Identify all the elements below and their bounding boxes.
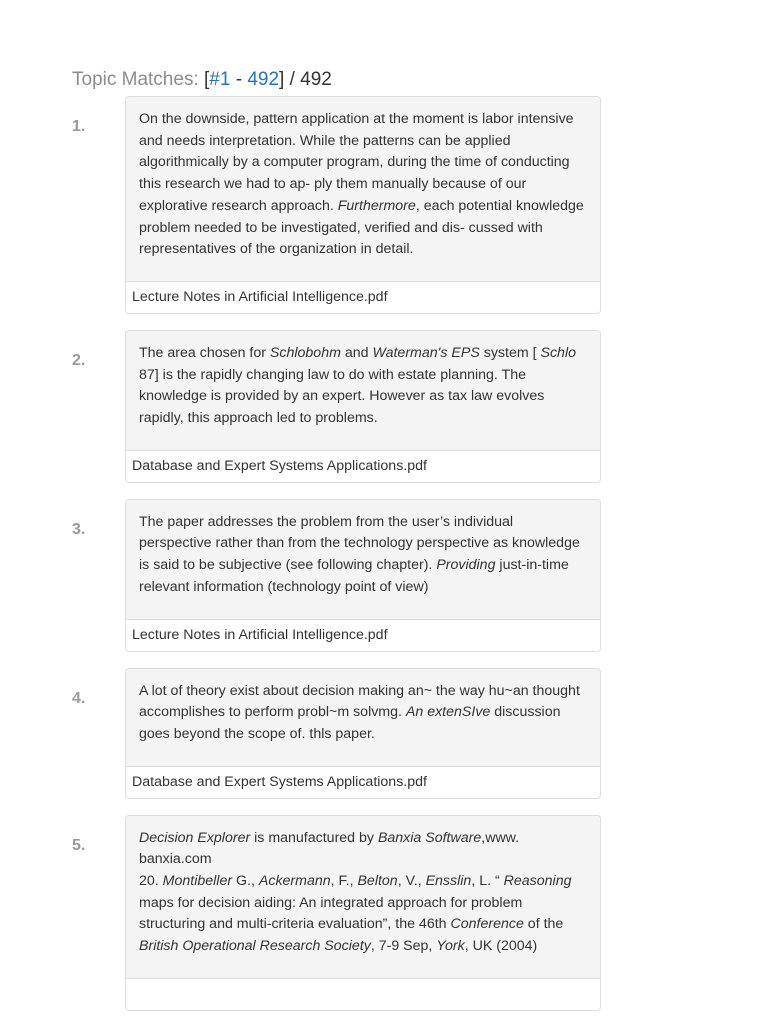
snippet-text: discussion goes beyond the scope of. thls paper. <box>139 704 561 742</box>
snippet-text: just-in-time relevant information (technology point of view) <box>139 557 569 595</box>
snippet-text: system [ <box>479 344 541 361</box>
result-source-file[interactable]: Lecture Notes in Artificial Intelligence.pdf <box>126 619 600 651</box>
result-card[interactable] <box>125 96 601 314</box>
snippet-text: G., <box>232 873 259 890</box>
range-end-link[interactable]: 492 <box>247 69 280 90</box>
snippet-text: , 7-9 Sep, <box>370 938 437 955</box>
snippet-text: is manufactured by <box>250 829 378 846</box>
snippet-text: A lot of theory exist about decision making an~ the way hu~an thought accomplishes to perform probl~m solvmg. <box>139 682 580 721</box>
snippet-text: , F., <box>330 873 358 890</box>
result-item <box>72 668 600 799</box>
result-number: 4. <box>72 689 86 707</box>
result-snippet <box>126 97 600 281</box>
snippet-text: maps for decision aiding: An integrated approach for problem structuring and multi-criteria evaluation”, the 46th <box>139 894 523 933</box>
snippet-emphasis: Conference <box>450 916 524 933</box>
results-list <box>72 96 600 1027</box>
snippet-emphasis: Schlo <box>540 344 576 361</box>
snippet-text: , V., <box>397 873 426 890</box>
snippet-text: of the <box>523 916 564 933</box>
result-item <box>72 815 600 1011</box>
result-item <box>72 96 600 314</box>
result-card[interactable] <box>125 668 601 799</box>
result-source-file[interactable] <box>126 978 600 1010</box>
result-card[interactable] <box>125 330 601 483</box>
snippet-emphasis: York <box>436 938 465 955</box>
snippet-emphasis: Providing <box>436 557 496 574</box>
result-snippet <box>126 669 600 766</box>
snippet-text: , L. “ <box>471 873 504 890</box>
result-card[interactable] <box>125 815 601 1011</box>
result-snippet <box>126 816 600 978</box>
snippet-emphasis: Ensslin <box>425 873 472 890</box>
total-count: ] / 492 <box>279 69 332 90</box>
snippet-emphasis: Schlobohm <box>269 344 341 361</box>
snippet-text: (2004) <box>492 938 538 955</box>
snippet-text: The paper addresses the problem from the user’s individual perspective rather than from the technology perspective as knowledge is said to be subjective (see following chapter). <box>139 513 580 574</box>
result-source-file[interactable]: Lecture Notes in Artificial Intelligence.pdf <box>126 281 600 313</box>
topic-matches-header <box>72 68 332 92</box>
snippet-text: The area chosen for <box>139 344 270 361</box>
snippet-text: ,www. banxia.com <box>139 829 520 868</box>
snippet-emphasis: Belton <box>357 873 398 890</box>
result-source-file[interactable]: Database and Expert Systems Applications.pdf <box>126 766 600 798</box>
range-dash: - <box>230 69 248 90</box>
range-start-link[interactable]: #1 <box>209 69 231 90</box>
result-item <box>72 499 600 652</box>
result-card[interactable] <box>125 499 601 652</box>
snippet-emphasis: Banxia Software <box>377 829 482 846</box>
result-number: 5. <box>72 836 86 854</box>
snippet-text: , each potential knowledge problem needed to be investigated, verified and dis- cussed with representatives of the organization in detail. <box>139 197 584 258</box>
snippet-text: UK <box>472 938 493 955</box>
snippet-emphasis: British Operational Research Society <box>139 938 371 955</box>
snippet-emphasis: Waterman's EPS <box>372 344 480 361</box>
snippet-emphasis: Ackermann <box>258 873 331 890</box>
result-snippet <box>126 500 600 619</box>
topic-matches-label: Topic Matches: <box>72 69 204 90</box>
result-snippet <box>126 331 600 450</box>
snippet-emphasis: An extenSIve <box>405 704 491 721</box>
range-open-bracket: [ <box>204 69 210 90</box>
snippet-emphasis: Montibeller <box>162 873 233 890</box>
result-number: 3. <box>72 520 86 538</box>
snippet-text: 87] is the rapidly changing law to do with estate planning. The knowledge is provided by an expert. However as tax law evolves rapidly, this approach led to problems. <box>139 366 545 427</box>
snippet-text: and <box>340 344 373 361</box>
snippet-text: On the downside, pattern application at the moment is labor intensive and needs interpretation. While the patterns can be applied algorithmically by a computer program, during the time of conducting this research we had to ap- ply them manually because of our explorative research approach. <box>139 111 574 214</box>
snippet-emphasis: Reasoning <box>503 873 572 890</box>
snippet-text: , <box>464 938 473 955</box>
snippet-emphasis: Furthermore <box>337 197 416 214</box>
result-item <box>72 330 600 483</box>
result-number: 1. <box>72 118 86 135</box>
result-source-file[interactable]: Database and Expert Systems Applications.pdf <box>126 450 600 482</box>
snippet-emphasis: Decision Explorer <box>139 829 251 846</box>
result-number: 2. <box>72 351 86 369</box>
snippet-text: 20. <box>139 873 163 890</box>
